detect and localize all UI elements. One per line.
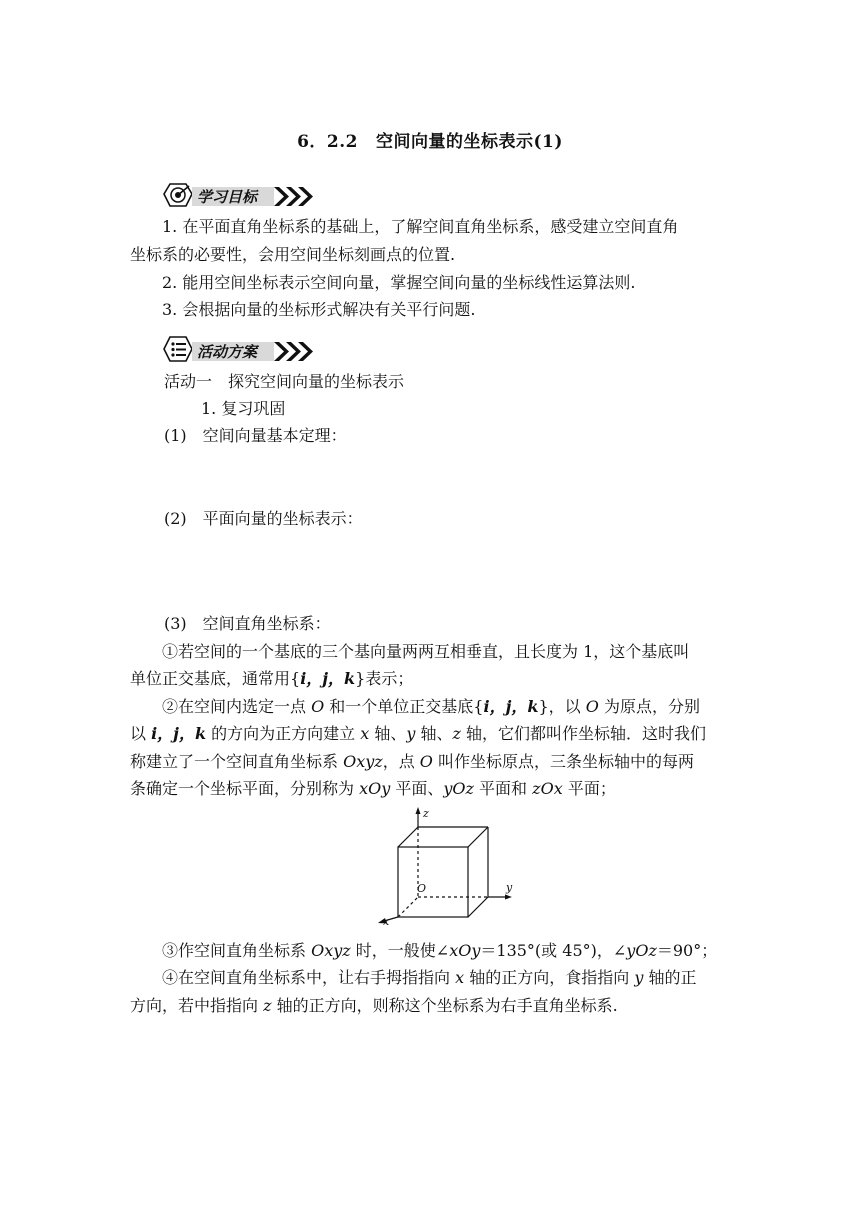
para-2-line-4: 条确定一个坐标平面，分别称为 xOy 平面、yOz 平面和 zOx 平面； — [130, 779, 616, 798]
z-axis-arrow-icon — [416, 807, 421, 814]
list-icon — [164, 337, 192, 361]
section-title: 空间向量的坐标表示(1) — [375, 132, 563, 152]
para-4-line-2: 方向，若中指指向 z 轴的正方向，则称这个坐标系为右手直角坐标系. — [130, 996, 618, 1015]
para-2-line-3: 称建立了一个空间直角坐标系 Oxyz，点 O 叫作坐标原点，三条坐标轴中的每两 — [130, 752, 695, 771]
target-icon — [164, 184, 192, 206]
section-number: 6．2.2 — [297, 132, 358, 152]
plan-banner-label: 活动方案 — [197, 343, 258, 361]
para-3-line-1: ③作空间直角坐标系 Oxyz 时，一般使∠xOy＝135°(或 45°)，∠yOz＝90°； — [162, 941, 718, 960]
goal-3: 3. 会根据向量的坐标形式解决有关平行问题. — [162, 300, 476, 319]
origin-label: O — [417, 882, 427, 895]
question-2: (2) 平面向量的坐标表示： — [164, 509, 363, 528]
goals-banner-label: 学习目标 — [197, 188, 258, 206]
goal-1-line-1: 1. 在平面直角坐标系的基础上，了解空间直角坐标系，感受建立空间直角 — [162, 217, 679, 236]
question-3: (3) 空间直角坐标系： — [164, 614, 331, 633]
para-1-line-1: ①若空间的一个基底的三个基向量两两互相垂直，且长度为 1，这个基底叫 — [162, 642, 690, 661]
para-1-line-2: 单位正交基底，通常用{i，j，k}表示； — [130, 669, 414, 688]
para-2-line-2: 以 i，j，k 的方向为正方向建立 x 轴、y 轴、z 轴，它们都叫作坐标轴．这时我们 — [130, 724, 707, 743]
goal-2: 2. 能用空间坐标表示空间向量，掌握空间向量的坐标线性运算法则. — [162, 273, 636, 292]
para-4-line-1: ④在空间直角坐标系中，让右手拇指指向 x 轴的正方向，食指指向 y 轴的正 — [162, 968, 697, 987]
para-2-line-1: ②在空间内选定一点 O 和一个单位正交基底{i，j，k}，以 O 为原点，分别 — [162, 697, 700, 716]
z-axis-label: z — [423, 807, 429, 820]
goal-1-line-2: 坐标系的必要性，会用空间坐标刻画点的位置. — [130, 245, 456, 264]
activity-1-heading: 活动一 探究空间向量的坐标表示 — [164, 372, 405, 391]
coordinate-cube-figure — [370, 805, 530, 925]
review-label: 1. 复习巩固 — [201, 399, 286, 418]
x-axis-label: x — [383, 915, 390, 925]
y-axis-label: y — [506, 881, 513, 894]
plan-banner — [162, 333, 322, 365]
y-axis-arrow-icon — [505, 895, 512, 900]
page-title — [0, 127, 860, 152]
question-1: (1) 空间向量基本定理： — [164, 426, 347, 445]
goals-banner — [162, 178, 322, 210]
